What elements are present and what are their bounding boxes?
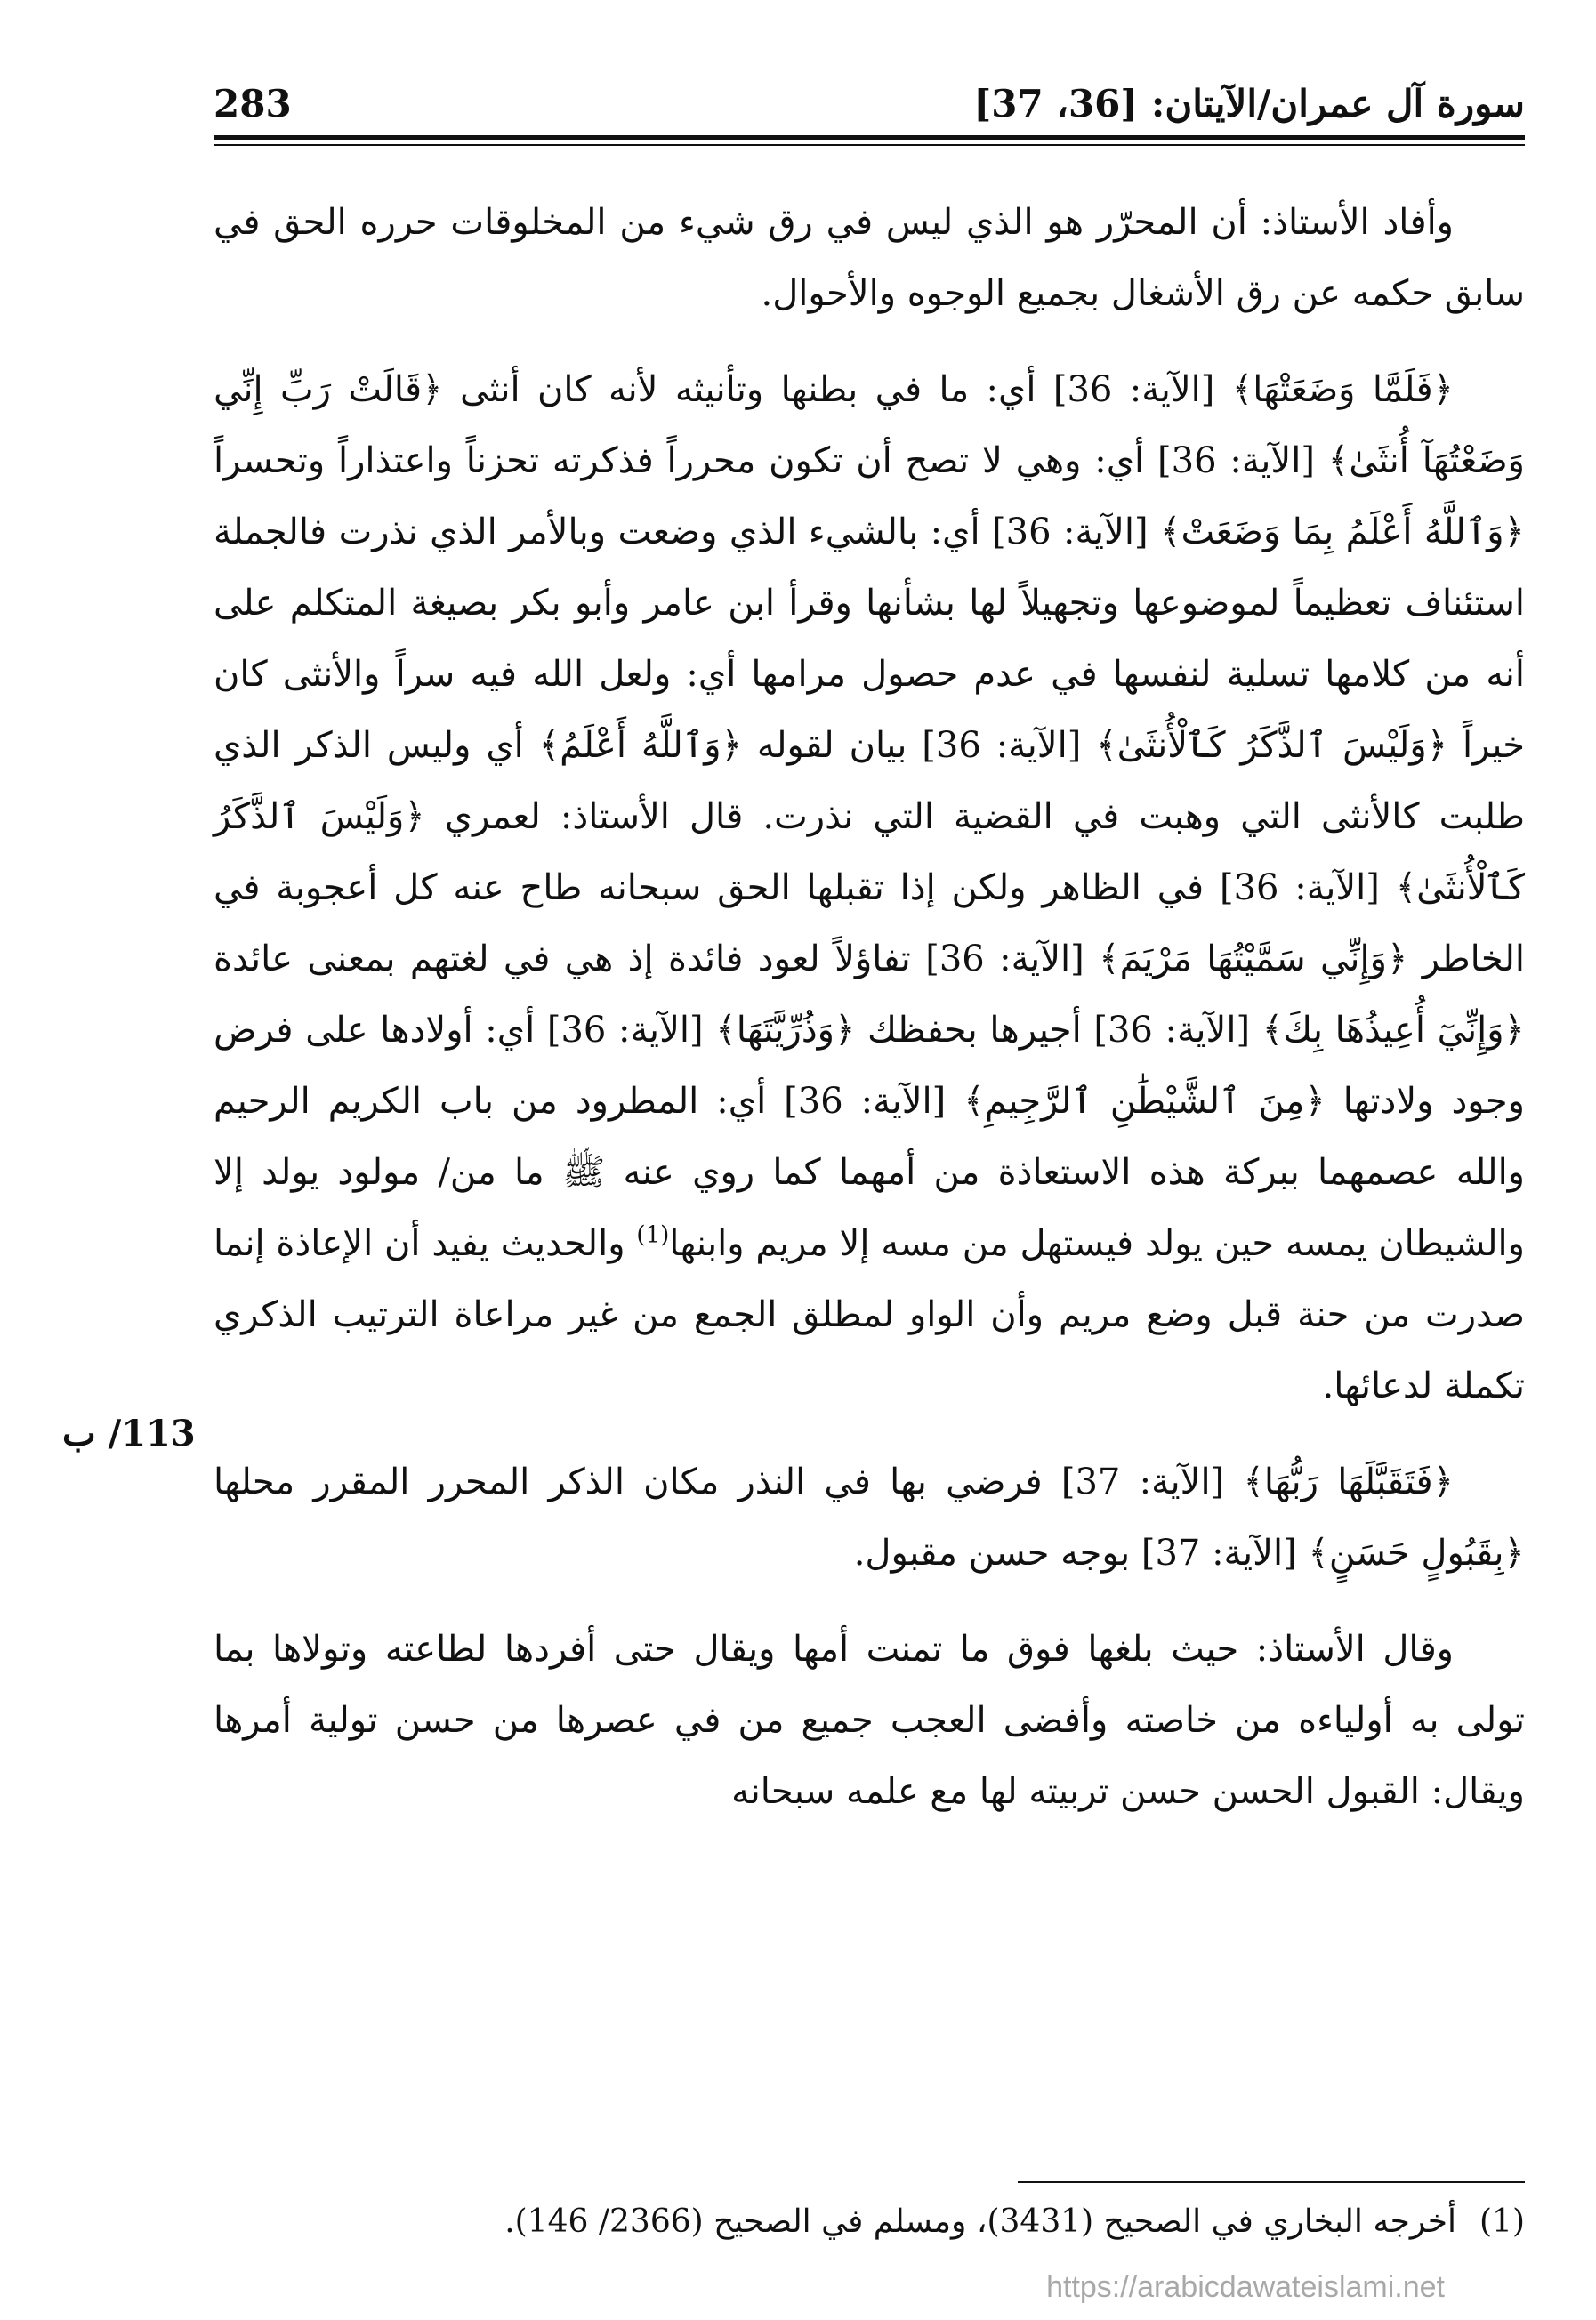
paragraph-2-text: ﴿فَلَمَّا وَضَعَتْهَا﴾ [الآية: 36] أي: ما في بطنها وتأنيثه لأنه كان أنثى ﴿قَالَتْ رَبِّ إِنِّي وَضَعْتُهَآ أُنثَىٰ﴾ [الآية: 36] أي: وهي لا تصح أن تكون محرراً فذكرته تحزناً واعتذاراً وتحسراً ﴿وَٱللَّهُ أَعْلَمُ بِمَا وَضَعَتْ﴾ [الآية: 36] أي: بالشيء الذي وضعت وبالأمر الذي نذرت فالجملة استئناف تعظيماً لموضوعها وتجهيلاً لها بشأنها وقرأ ابن عامر وأبو بكر بصيغة المتكلم على أنه من كلامها تسلية لنفسها في عدم حصول مرامها أي: ولعل الله فيه سراً والأنثى كان خيراً ﴿وَلَيْسَ ٱلذَّكَرُ كَٱلْأُنثَىٰ﴾ [الآية: 36] بيان لقوله ﴿وَٱللَّهُ أَعْلَمُ﴾ أي وليس الذكر الذي طلبت كالأنثى التي وهبت في القضية التي نذرت. قال الأستاذ: لعمري ﴿وَلَيْسَ ٱلذَّكَرُ كَٱلْأُنثَىٰ﴾ [الآية: 36] في الظاهر ولكن إذا تقبلها الحق سبحانه طاح عنه كل أعجوبة في الخاطر ﴿وَإِنِّي سَمَّيْتُهَا مَرْيَمَ﴾ [الآية: 36] تفاؤلاً لعود فائدة إذ هي في لغتهم بمعنى عائدة ﴿وَإِنِّيٓ أُعِيذُهَا بِكَ﴾ [الآية: 36] أجيرها بحفظك ﴿وَذُرِّيَّتَهَا﴾ [الآية: 36] أي: أولادها على فرض وجود ولادتها ﴿مِنَ ٱلشَّيْطَٰنِ ٱلرَّجِيمِ﴾ [الآية: 36] أي: المطرود من باب الكريم الرحيم والله عصمهما ببركة هذه الاستعاذة من أمهما كما روي عنه ﷺ ما من/ مولود يولد إلا والشيطان يمسه حين يولد فيستهل من مسه إلا مريم وابنها xyxy=(214,369,1526,1264)
header-rule-thick xyxy=(214,135,1525,140)
paragraph-2-tail: والحديث يفيد أن الإعاذة إنما صدرت من حنة قبل وضع مريم وأن الواو لمطلق الجمع من غير مراعاة الترتيب الذكري تكملة لدعائها. xyxy=(214,1223,1525,1406)
watermark-url: https://arabicdawateislami.net xyxy=(1046,2270,1445,2304)
footnote-marker: (1) xyxy=(1479,2203,1525,2240)
running-title: سورة آل عمران/الآيتان: [36، 37] xyxy=(973,82,1525,125)
page-header xyxy=(214,82,1525,135)
footnote-separator xyxy=(1018,2181,1525,2183)
manuscript-folio-note: 113/ ب xyxy=(62,1413,196,1454)
page-number: 283 xyxy=(214,82,292,125)
footnote-text: أخرجه البخاري في الصحيح (3431)، ومسلم في الصحيح (2366/ 146). xyxy=(504,2203,1456,2240)
footnote xyxy=(214,2195,1525,2249)
paragraph-2 xyxy=(214,354,1525,1422)
main-text xyxy=(214,187,1525,1852)
header-rule-thin xyxy=(214,144,1525,146)
paragraph-4: وقال الأستاذ: حيث بلغها فوق ما تمنت أمها ويقال حتى أفردها لطاعته وتولاها بما تولى به أولياءه من خاصته وأفضى العجب جميع من في عصرها من حسن تولية أمرها ويقال: القبول الحسن حسن تربيته لها مع علمه سبحانه xyxy=(214,1629,1526,1812)
paragraph-1: وأفاد الأستاذ: أن المحرّر هو الذي ليس في رق شيء من المخلوقات حرره الحق في سابق حكمه عن رق الأشغال بجميع الوجوه والأحوال. xyxy=(214,202,1525,314)
footnote-reference[interactable]: (1) xyxy=(636,1221,670,1249)
paragraph-3: ﴿فَتَقَبَّلَهَا رَبُّهَا﴾ [الآية: 37] فرضي بها في النذر مكان الذكر المحرر المقرر محلها ﴿بِقَبُولٍ حَسَنٍ﴾ [الآية: 37] بوجه حسن مقبول. xyxy=(214,1462,1525,1574)
